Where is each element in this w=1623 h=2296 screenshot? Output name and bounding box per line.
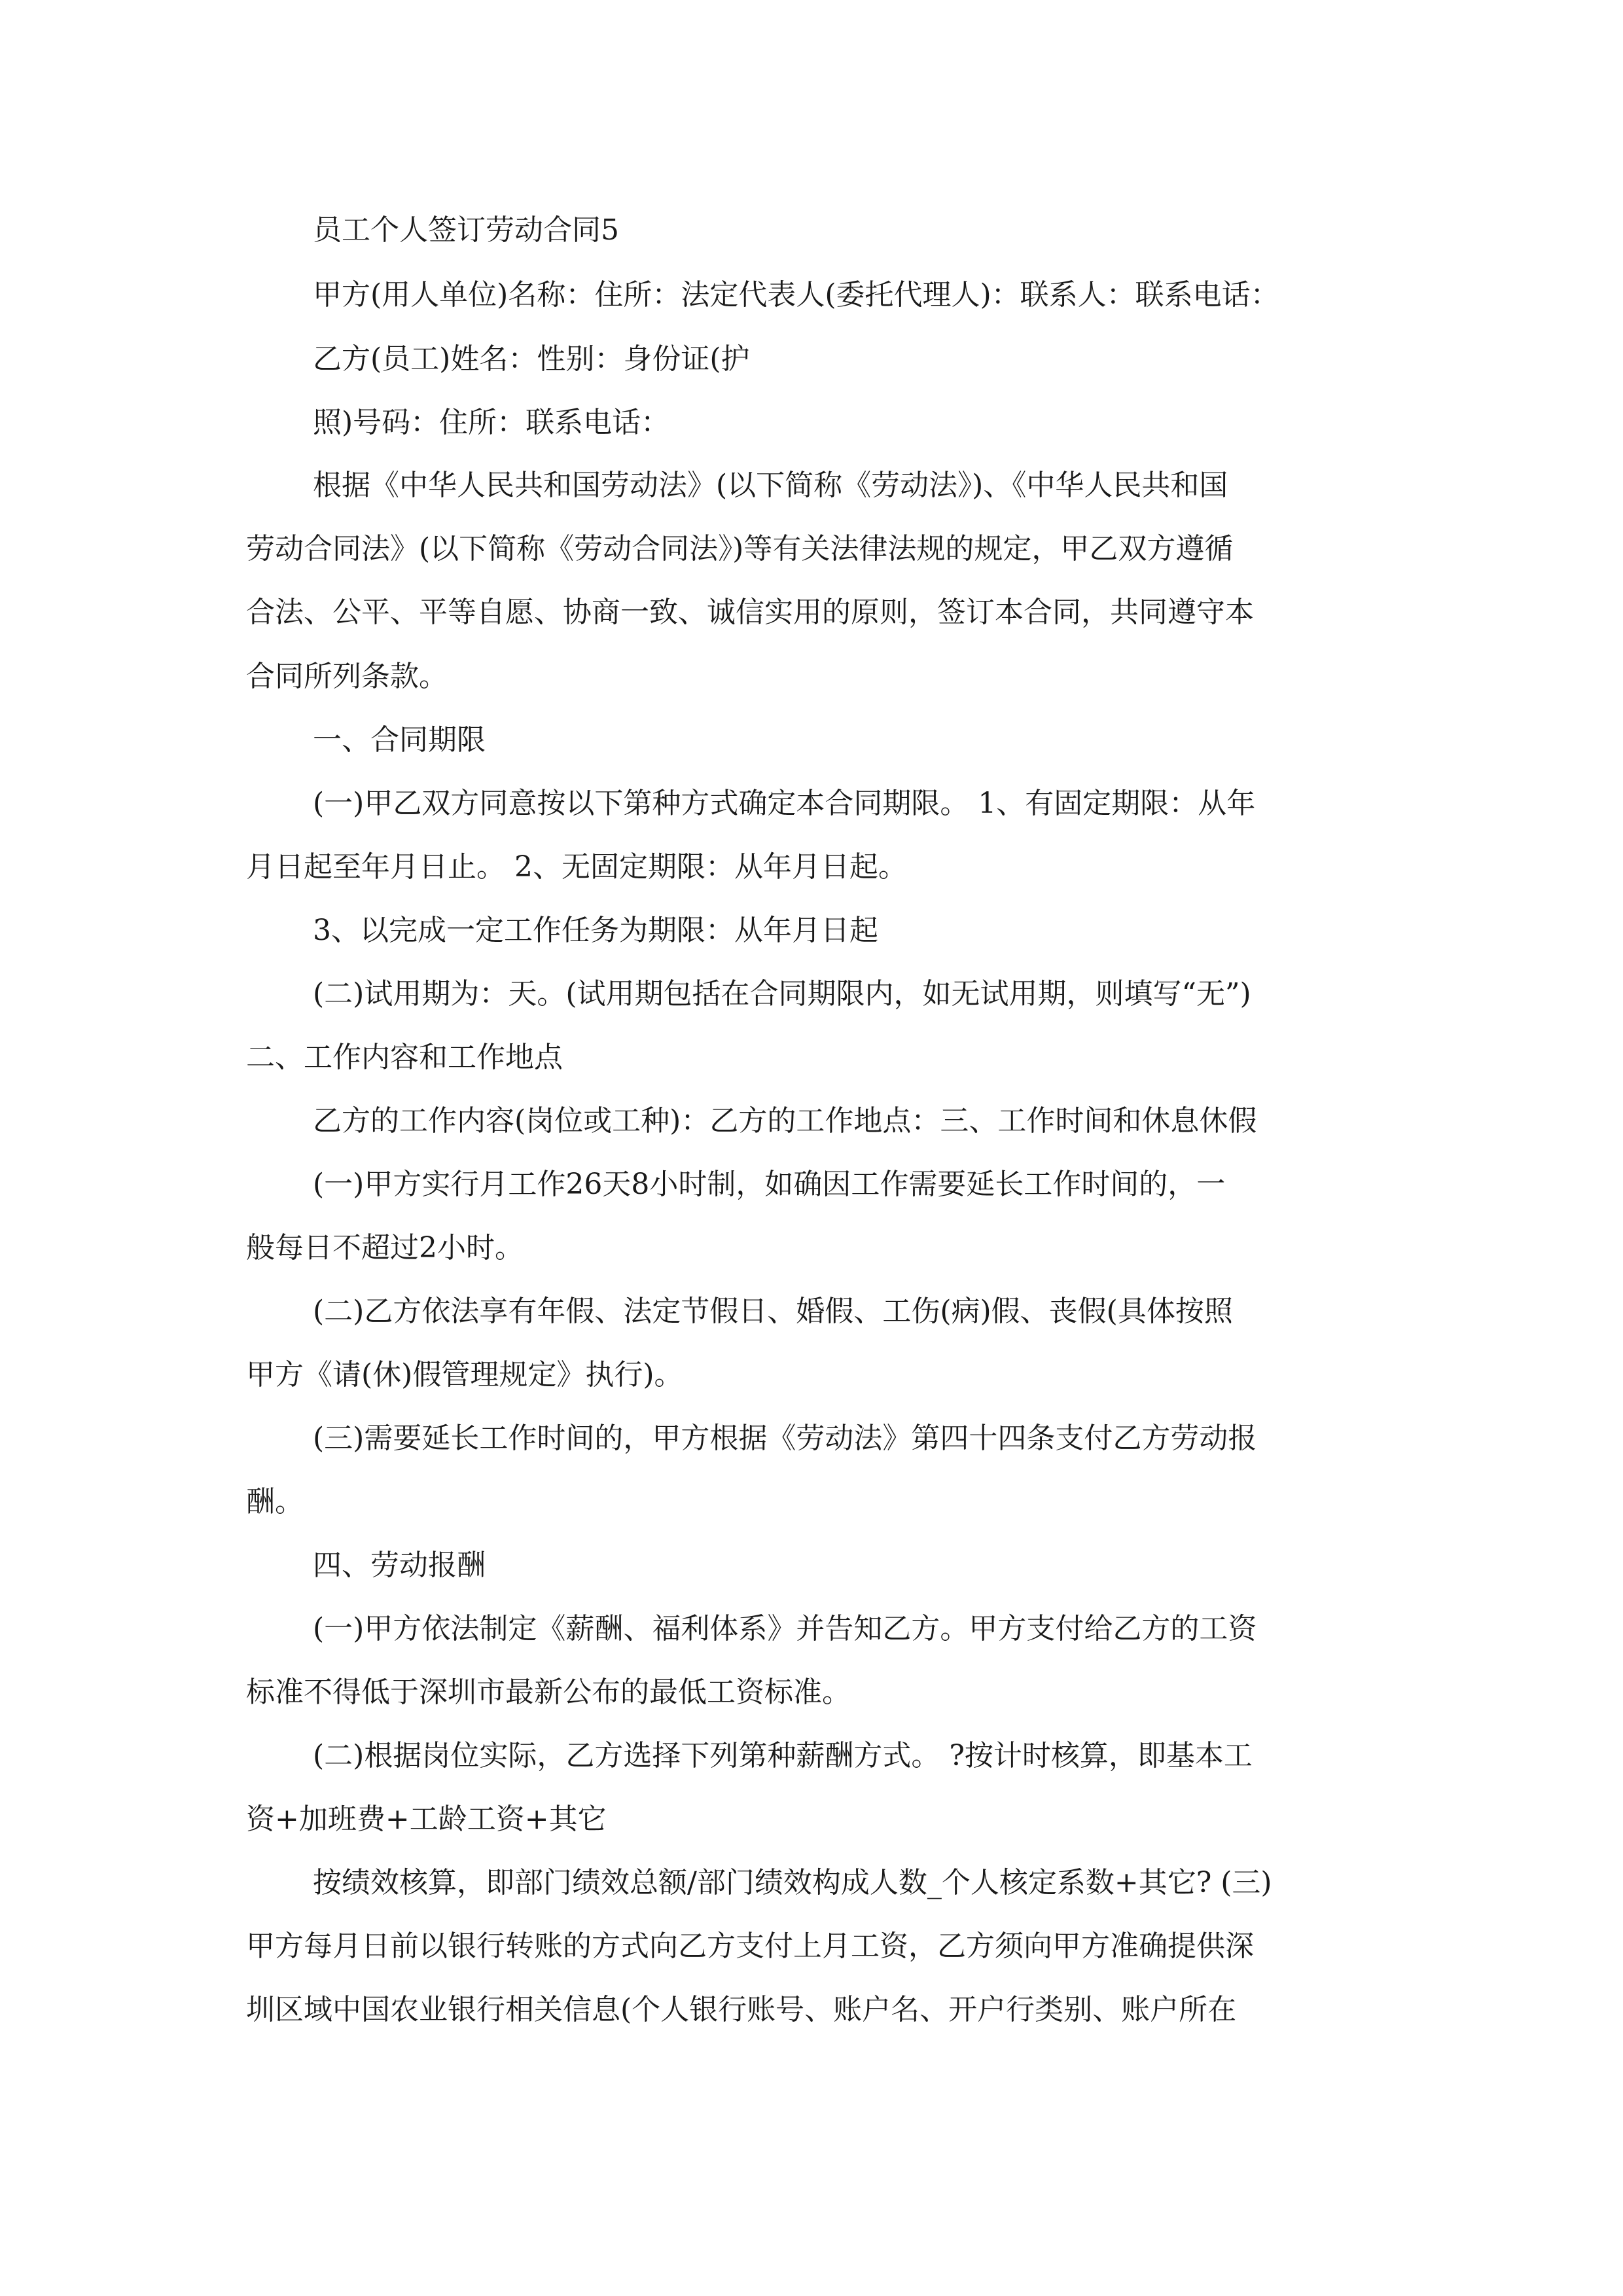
paragraph-line: 合法、公平、平等自愿、协商一致、诚信实用的原则，签订本合同，共同遵守本	[246, 596, 1254, 629]
paragraph-line: 甲方(用人单位)名称：住所：法定代表人(委托代理人)：联系人：联系电话：	[313, 278, 1279, 312]
paragraph-line: 月日起至年月日止。 2、无固定期限：从年月日起。	[246, 850, 907, 884]
paragraph-line: 3、以完成一定工作任务为期限：从年月日起	[313, 914, 878, 947]
paragraph-line: (一)甲乙双方同意按以下第种方式确定本合同期限。 1、有固定期限：从年	[313, 787, 1256, 820]
document-title: 员工个人签订劳动合同5	[313, 213, 619, 247]
paragraph-line: 根据《中华人民共和国劳动法》(以下简称《劳动法》)、《中华人民共和国	[313, 469, 1228, 502]
paragraph-line: 照)号码：住所：联系电话：	[313, 406, 670, 439]
paragraph-line: (三)需要延长工作时间的，甲方根据《劳动法》第四十四条支付乙方劳动报	[313, 1422, 1257, 1455]
paragraph-line: 按绩效核算，即部门绩效总额/部门绩效构成人数_个人核定系数+其它? (三)	[313, 1866, 1272, 1899]
section-heading: 一、合同期限	[313, 723, 486, 757]
paragraph-line: 资+加班费+工龄工资+其它	[246, 1803, 607, 1836]
paragraph-line: 甲方《请(休)假管理规定》执行)。	[246, 1358, 683, 1391]
paragraph-line: 酬。	[246, 1485, 304, 1518]
section-heading: 二、工作内容和工作地点	[246, 1041, 563, 1074]
paragraph-line: 般每日不超过2小时。	[246, 1231, 524, 1265]
paragraph-line: 标准不得低于深圳市最新公布的最低工资标准。	[246, 1676, 851, 1709]
paragraph-line: (一)甲方实行月工作26天8小时制，如确因工作需要延长工作时间的，一	[313, 1168, 1226, 1201]
paragraph-line: (一)甲方依法制定《薪酬、福利体系》并告知乙方。甲方支付给乙方的工资	[313, 1612, 1257, 1645]
paragraph-line: 甲方每月日前以银行转账的方式向乙方支付上月工资，乙方须向甲方准确提供深	[246, 1929, 1254, 1963]
paragraph-line: 劳动合同法》(以下简称《劳动合同法》)等有关法律法规的规定，甲乙双方遵循	[246, 532, 1234, 565]
paragraph-line: (二)根据岗位实际，乙方选择下列第种薪酬方式。 ?按计时核算，即基本工	[313, 1739, 1253, 1772]
paragraph-line: 乙方的工作内容(岗位或工种)：乙方的工作地点：三、工作时间和休息休假	[313, 1104, 1257, 1138]
paragraph-line: 合同所列条款。	[246, 660, 448, 693]
section-heading: 四、劳动报酬	[313, 1549, 486, 1582]
paragraph-line: (二)试用期为：天。(试用期包括在合同期限内，如无试用期，则填写“无”)	[313, 977, 1251, 1011]
paragraph-line: 乙方(员工)姓名：性别：身份证(护	[313, 342, 750, 376]
paragraph-line: (二)乙方依法享有年假、法定节假日、婚假、工伤(病)假、丧假(具体按照	[313, 1295, 1233, 1328]
paragraph-line: 圳区域中国农业银行相关信息(个人银行账号、账户名、开户行类别、账户所在	[246, 1993, 1237, 2026]
